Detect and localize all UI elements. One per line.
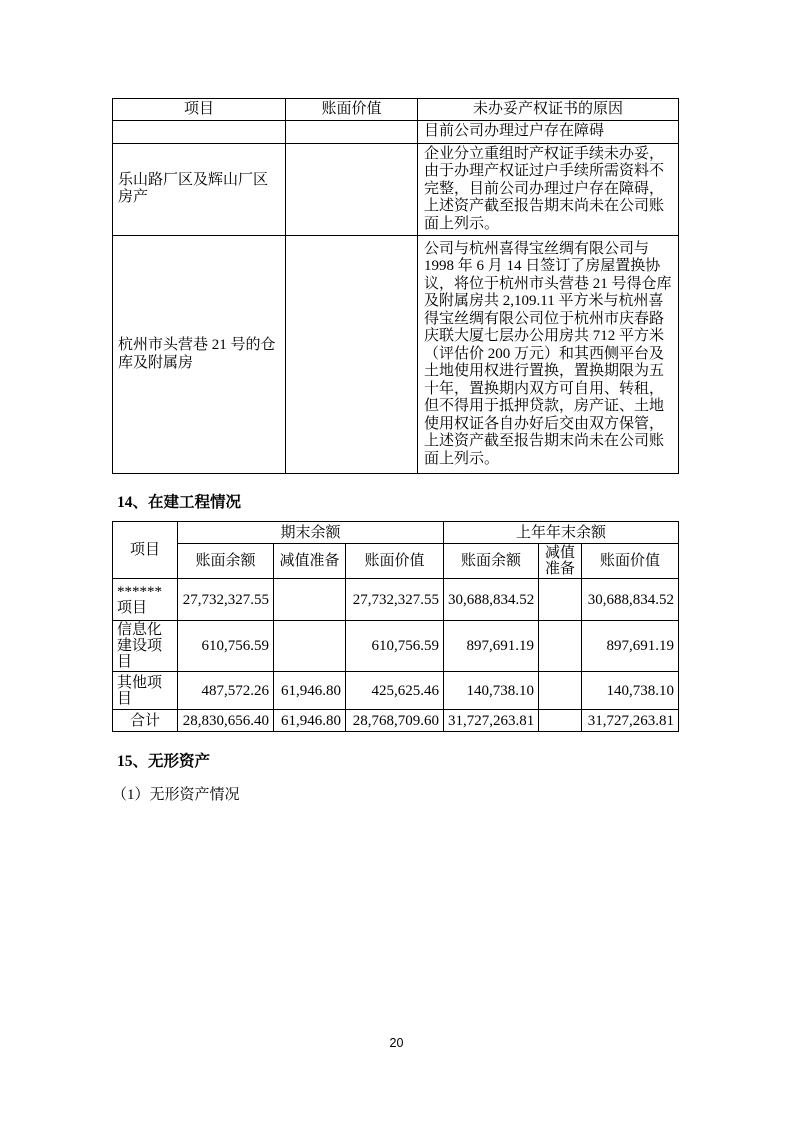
table-row [113, 143, 679, 236]
table-cell: 31,727,263.81 [444, 710, 539, 732]
table-cell: 140,738.10 [444, 672, 539, 710]
table-cell: 27,732,327.55 [178, 579, 274, 621]
col-header-book-value: 账面价值 [346, 544, 444, 579]
table-cell [539, 710, 582, 732]
col-header-book-balance: 账面余额 [444, 544, 539, 579]
table-total-row [113, 710, 679, 732]
table-row [113, 121, 679, 144]
table-cell: 其他项目 [113, 672, 178, 710]
col-header-impairment: 减值准备 [539, 544, 582, 579]
table-header-row [113, 522, 679, 544]
table-cell: 27,732,327.55 [346, 579, 444, 621]
section-15-subheading: （1）无形资产情况 [112, 787, 240, 803]
table-row [113, 621, 679, 672]
table-cell: 31,727,263.81 [582, 710, 679, 732]
table-cell: 425,625.46 [346, 672, 444, 710]
table-cell: 61,946.80 [274, 710, 346, 732]
section-14-heading: 14、在建工程情况 [117, 494, 242, 511]
section-15-heading: 15、无形资产 [117, 753, 211, 770]
col-header-book-balance: 账面余额 [178, 544, 274, 579]
table-cell: 乐山路厂区及辉山厂区房产 [113, 143, 286, 236]
col-header-reason: 未办妥产权证书的原因 [418, 99, 679, 121]
property-certificate-table [112, 98, 679, 474]
table-cell [274, 621, 346, 672]
table-cell: 487,572.26 [178, 672, 274, 710]
table-cell: 企业分立重组时产权证手续未办妥，由于办理产权证过户手续所需资料不完整，目前公司办理过户存在障碍，上述资产截至报告期末尚未在公司账面上列示。 [418, 143, 679, 236]
col-header-book-value: 账面价值 [582, 544, 679, 579]
table-cell [286, 121, 418, 144]
table-row [113, 236, 679, 474]
col-header-book-value: 账面价值 [286, 99, 418, 121]
table-cell: 合计 [113, 710, 178, 732]
table-subheader-row [113, 544, 679, 579]
table-cell: 61,946.80 [274, 672, 346, 710]
table-cell: 目前公司办理过户存在障碍 [418, 121, 679, 144]
col-group-prior-year: 上年年末余额 [444, 522, 679, 544]
table-row [113, 579, 679, 621]
col-group-current-period: 期末余额 [178, 522, 444, 544]
table-cell: 897,691.19 [582, 621, 679, 672]
table-cell [539, 672, 582, 710]
table-cell: 公司与杭州喜得宝丝绸有限公司与 1998 年 6 月 14 日签订了房屋置换协议，将位于杭州市头营巷 21 号得仓库及附属房共 2,109.11 平方米与杭州喜得宝丝绸有限公司位于杭州市庆春路庆联大厦七层办公用房共 712 平方米（评估价 200 万元）和其西侧平台及土地使用权进行置换，置换期限为五十年，置换期内双方可自用、转租，但不得用于抵押贷款，房产证、土地使用权证各自办好后交由双方保管，上述资产截至报告期末尚未在公司账面上列示。 [418, 236, 679, 474]
table-cell: 杭州市头营巷 21 号的仓库及附属房 [113, 236, 286, 474]
table-cell: ******项目 [113, 579, 178, 621]
table-row [113, 672, 679, 710]
col-header-item: 项目 [113, 99, 286, 121]
table-header-row [113, 99, 679, 121]
table-cell: 30,688,834.52 [444, 579, 539, 621]
table-cell [539, 579, 582, 621]
table-cell [286, 143, 418, 236]
table-cell [113, 121, 286, 144]
col-header-item: 项目 [113, 522, 178, 579]
table-cell: 信息化建设项目 [113, 621, 178, 672]
table-cell: 28,830,656.40 [178, 710, 274, 732]
table-cell: 28,768,709.60 [346, 710, 444, 732]
table-cell: 140,738.10 [582, 672, 679, 710]
table-cell: 30,688,834.52 [582, 579, 679, 621]
table-cell [286, 236, 418, 474]
table-cell: 897,691.19 [444, 621, 539, 672]
table-cell [539, 621, 582, 672]
page-number: 20 [389, 1036, 404, 1050]
col-header-impairment: 减值准备 [274, 544, 346, 579]
table-cell: 610,756.59 [178, 621, 274, 672]
table-cell: 610,756.59 [346, 621, 444, 672]
construction-in-progress-table [112, 521, 679, 732]
table-cell [274, 579, 346, 621]
